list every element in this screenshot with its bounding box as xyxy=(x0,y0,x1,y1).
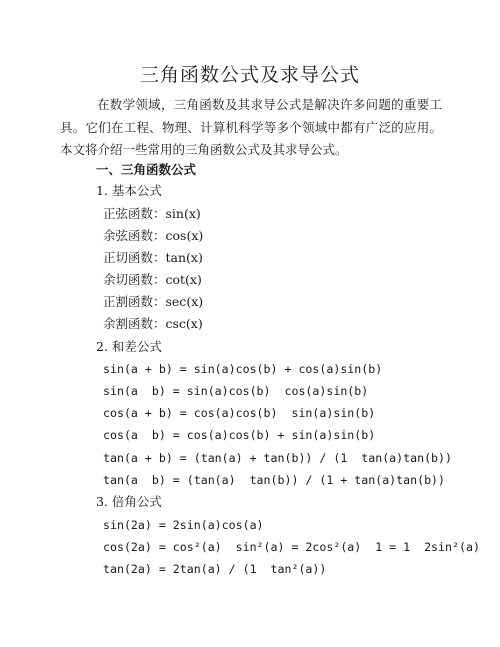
double-angle-formula: sin(2a) = 2sin(a)cos(a) xyxy=(103,518,264,532)
sum-difference-formula: sin(a b) = sin(a)cos(b) cos(a)sin(b) xyxy=(103,384,369,398)
basic-formula-item: 正弦函数：sin(x) xyxy=(103,206,201,221)
double-angle-formula: cos(2a) = cos²(a) sin²(a) = 2cos²(a) 1 = 1 2sin²(a) xyxy=(103,540,480,554)
sum-difference-formula: cos(a + b) = cos(a)cos(b) sin(a)sin(b) xyxy=(103,406,376,420)
sum-difference-formula: tan(a + b) = (tan(a) + tan(b)) / (1 tan(a)tan(b)) xyxy=(103,451,453,465)
document-title: 三角函数公式及求导公式 xyxy=(139,64,360,86)
basic-formula-item: 正切函数：tan(x) xyxy=(103,250,203,265)
subsection-heading-double-angle: 3. 倍角公式 xyxy=(96,494,162,509)
sum-difference-formula: tan(a b) = (tan(a) tan(b)) / (1 + tan(a)tan(b)) xyxy=(103,473,446,487)
subsection-heading-basic: 1. 基本公式 xyxy=(96,183,162,198)
sum-difference-formula: sin(a + b) = sin(a)cos(b) + cos(a)sin(b) xyxy=(103,362,383,376)
section-heading-trig-formulas: 一、三角函数公式 xyxy=(96,162,197,177)
basic-formula-item: 余割函数：csc(x) xyxy=(103,316,203,331)
basic-formula-item: 正割函数：sec(x) xyxy=(103,294,204,309)
subsection-heading-sum-difference: 2. 和差公式 xyxy=(96,339,162,354)
basic-formula-item: 余切函数：cot(x) xyxy=(103,272,202,287)
intro-paragraph: 在数学领域，三角函数及其求导公式是解决许多问题的重要工具。它们在工程、物理、计算机科学等多个领域中都有广泛的应用。本文将介绍一些常用的三角函数公式及其求导公式。 xyxy=(60,97,442,157)
basic-formula-item: 余弦函数：cos(x) xyxy=(103,228,204,243)
sum-difference-formula: cos(a b) = cos(a)cos(b) + sin(a)sin(b) xyxy=(103,428,376,442)
double-angle-formula: tan(2a) = 2tan(a) / (1 tan²(a)) xyxy=(103,562,327,576)
